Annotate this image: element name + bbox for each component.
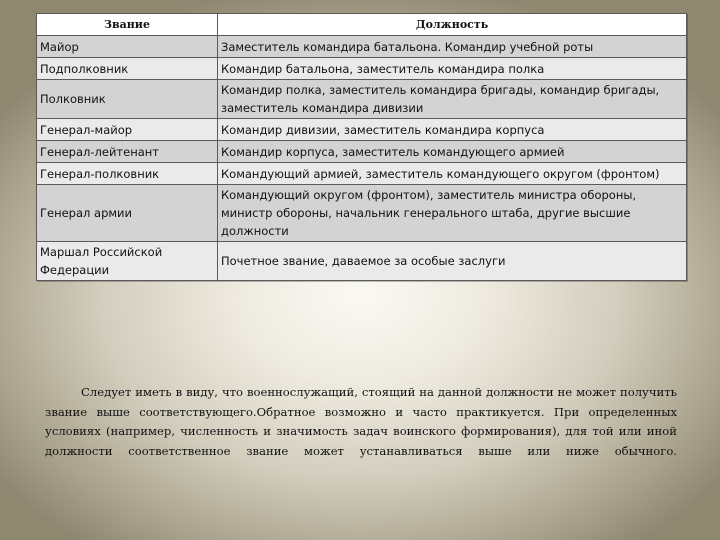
duty-cell: Командующий округом (фронтом), заместитель министра обороны, министр обороны, начальник генерального штаба, другие высшие должности	[218, 185, 687, 242]
table-row	[37, 185, 687, 242]
duty-cell: Почетное звание, даваемое за особые заслуги	[218, 242, 687, 281]
table-row	[37, 163, 687, 185]
rank-cell: Генерал-лейтенант	[37, 141, 218, 163]
table-row	[37, 141, 687, 163]
rank-cell: Маршал Российской Федерации	[37, 242, 218, 281]
table-row	[37, 58, 687, 80]
duty-cell: Командир корпуса, заместитель командующего армией	[218, 141, 687, 163]
rank-cell: Полковник	[37, 80, 218, 119]
table-row	[37, 119, 687, 141]
table-row	[37, 36, 687, 58]
duty-cell: Командир батальона, заместитель командира полка	[218, 58, 687, 80]
explanatory-note: Следует иметь в виду, что военнослужащий, стоящий на данной должности не может получить звание выше соответствующего.Обратное возможно и часто практикуется. При определенных условиях (например, численность и значимость задач воинского формирования), для той или иной должности соответственное звание может устанавливаться выше или ниже обычного.	[45, 385, 677, 458]
ranks-table	[36, 13, 687, 281]
rank-cell: Генерал-майор	[37, 119, 218, 141]
table-row	[37, 80, 687, 119]
duty-cell: Командующий армией, заместитель командующего округом (фронтом)	[218, 163, 687, 185]
table-header-row	[37, 14, 687, 36]
rank-cell: Генерал армии	[37, 185, 218, 242]
column-header-rank: Звание	[37, 14, 218, 36]
duty-cell: Заместитель командира батальона. Командир учебной роты	[218, 36, 687, 58]
duty-cell: Командир дивизии, заместитель командира корпуса	[218, 119, 687, 141]
rank-cell: Генерал-полковник	[37, 163, 218, 185]
rank-cell: Майор	[37, 36, 218, 58]
duty-cell: Командир полка, заместитель командира бригады, командир бригады, заместитель командира дивизии	[218, 80, 687, 119]
column-header-duty: Должность	[218, 14, 687, 36]
rank-cell: Подполковник	[37, 58, 218, 80]
table-row	[37, 242, 687, 281]
